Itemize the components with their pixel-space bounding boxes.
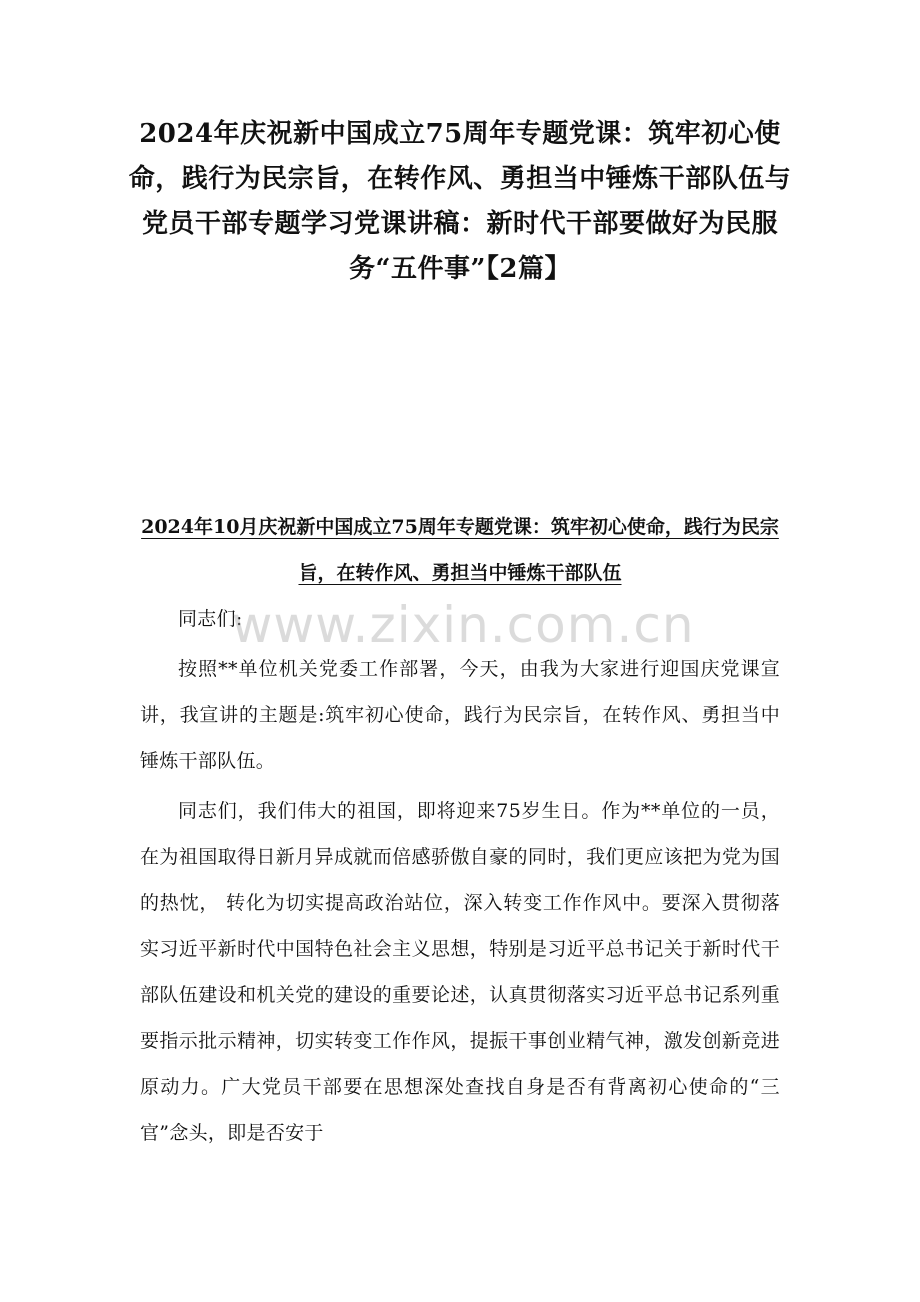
paragraph-greeting: 同志们: xyxy=(178,608,243,630)
section-title: 2024年10月庆祝新中国成立75周年专题党课：筑牢初心使命，践行为民宗旨，在转作风、勇担当中锤炼干部队伍 xyxy=(141,516,779,584)
document-title: 2024年庆祝新中国成立75周年专题党课：筑牢初心使命，践行为民宗旨，在转作风、勇担当中锤炼干部队伍与党员干部专题学习党课讲稿：新时代干部要做好为民服务“五件事”【2篇】 xyxy=(128,119,792,284)
watermark: www.zixin.com.cn xyxy=(231,596,695,654)
document-body xyxy=(140,596,780,1156)
paragraph-main: 同志们，我们伟大的祖国，即将迎来75岁生日。作为**单位的一员，在为祖国取得日新月异成就而倍感骄傲自豪的同时，我们更应该把为党为国的热忱， 转化为切实提高政治站位，深入转变工作作风中。要深入贯彻落实习近平新时代中国特色社会主义思想，特别是习近平总书记关于新时代干部队伍建设和机关党的建设的重要论述，认真贯彻落实习近平总书记系列重要指示批示精神，切实转变工作作风，提振干事创业精气神，激发创新竞进原动力。广大党员干部要在思想深处查找自身是否有背离初心使命的“三官”念头，即是否安于 xyxy=(140,800,780,1144)
paragraph-intro: 按照**单位机关党委工作部署，今天，由我为大家进行迎国庆党课宣讲，我宣讲的主题是:筑牢初心使命，践行为民宗旨，在转作风、勇担当中锤炼干部队伍。 xyxy=(140,658,780,772)
